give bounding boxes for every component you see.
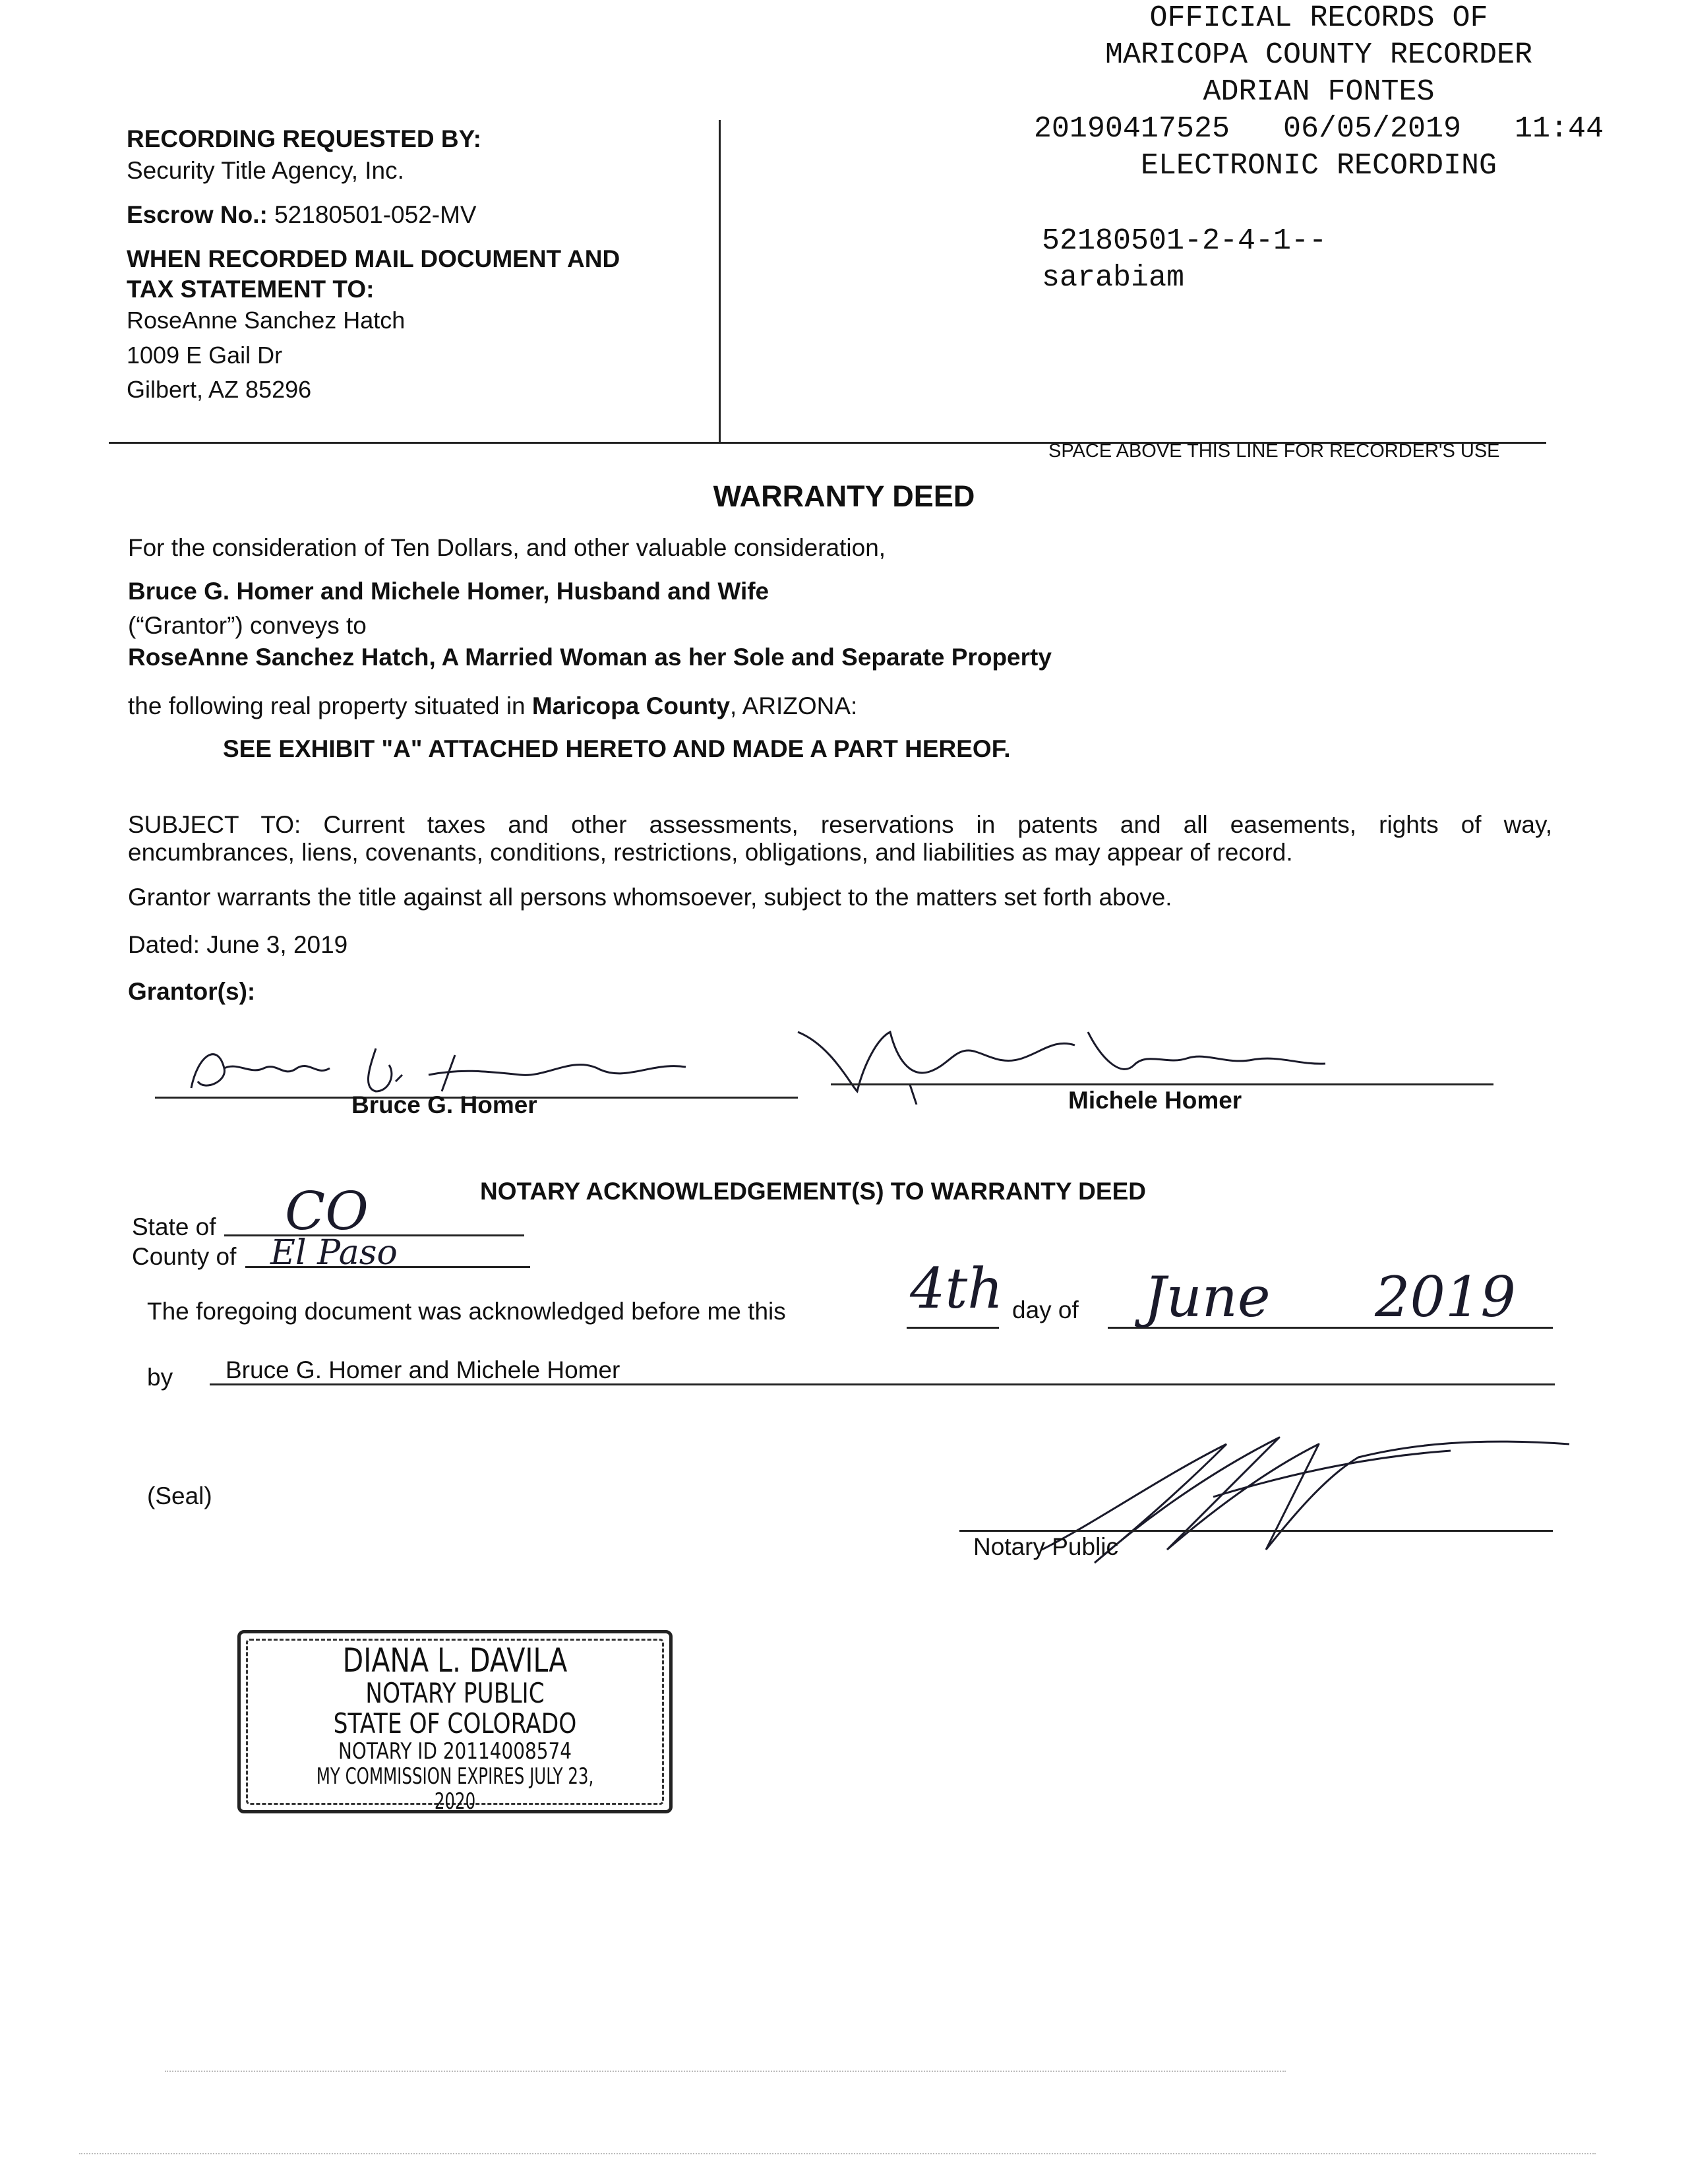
escrow-label: Escrow No.:: [127, 201, 268, 228]
recorder-record-line: [956, 111, 1681, 148]
mail-label-1: WHEN RECORDED MAIL DOCUMENT AND: [127, 245, 620, 272]
recorder-ref-code: 52180501-2-4-1--: [1042, 224, 1327, 258]
stamp-line-5: MY COMMISSION EXPIRES JULY 23, 2020: [316, 1763, 594, 1815]
property-prefix: the following real property situated in: [128, 692, 526, 719]
county-value: El Paso: [270, 1233, 398, 1273]
month-value: June: [1144, 1265, 1271, 1329]
year-value: 2019: [1375, 1265, 1516, 1329]
mail-address-2: Gilbert, AZ 85296: [127, 376, 312, 403]
space-note: SPACE ABOVE THIS LINE FOR RECORDER'S USE: [1048, 440, 1500, 462]
county-label: County of: [132, 1243, 237, 1270]
subject-line-2: encumbrances, liens, covenants, conditions, restrictions, obligations, and liabilities as may appear of record.: [128, 839, 1293, 866]
escrow-line: [127, 201, 477, 229]
signer2-name: Michele Homer: [1068, 1087, 1242, 1114]
recorder-line-3: ADRIAN FONTES: [1203, 75, 1435, 109]
recorder-line-1: OFFICIAL RECORDS OF: [1149, 1, 1488, 35]
foregoing-text: The foregoing document was acknowledged before me this: [147, 1298, 786, 1325]
signature-bruce-homer: [178, 1029, 706, 1101]
exhibit-text: SEE EXHIBIT "A" ATTACHED HERETO AND MADE A PART HEREOF.: [223, 735, 1011, 762]
grantee-text: RoseAnne Sanchez Hatch, A Married Woman as her Sole and Separate Property: [128, 644, 1052, 671]
deed-title: WARRANTY DEED: [713, 479, 975, 513]
dated-text: Dated: June 3, 2019: [128, 931, 348, 958]
header-vertical-divider: [719, 120, 721, 442]
by-value: Bruce G. Homer and Michele Homer: [226, 1356, 620, 1383]
mail-address-1: 1009 E Gail Dr: [127, 342, 283, 369]
day-line: [907, 1327, 999, 1329]
property-county: Maricopa County: [531, 692, 731, 719]
recorder-ids: [1042, 223, 1327, 297]
state-value: CO: [285, 1180, 369, 1242]
recorder-line-2: MARICOPA COUNTY RECORDER: [1104, 38, 1533, 72]
recorder-user: sarabiam: [1042, 261, 1185, 295]
escrow-value: 52180501-052-MV: [274, 201, 477, 228]
signer1-name: Bruce G. Homer: [351, 1091, 537, 1118]
notary-public-label: Notary Public: [973, 1533, 1119, 1560]
stamp-line-3: STATE OF COLORADO: [333, 1707, 577, 1740]
scan-artifact-line-2: [79, 2153, 1596, 2156]
subject-line-1: SUBJECT TO: Current taxes and other assessments, reservations in patents and all easements, rights of way,: [128, 811, 1552, 838]
consideration-text: For the consideration of Ten Dollars, and other valuable consideration,: [128, 534, 886, 561]
property-text: [128, 692, 857, 720]
stamp-name: DIANA L. DAVILA: [342, 1641, 568, 1680]
grantors-label: Grantor(s):: [128, 978, 256, 1005]
seal-label: (Seal): [147, 1482, 212, 1509]
property-state: , ARIZONA:: [730, 692, 858, 719]
stamp-line-2: NOTARY PUBLIC: [365, 1677, 545, 1709]
requested-by-value: Security Title Agency, Inc.: [127, 157, 404, 184]
signature-line-michele: [831, 1083, 1493, 1085]
signature-michele-homer: [791, 1019, 1332, 1105]
by-label: by: [147, 1364, 173, 1391]
record-number: 20190417525: [1033, 112, 1230, 146]
grantors-text: Bruce G. Homer and Michele Homer, Husband and Wife: [128, 578, 769, 605]
requested-by-label: RECORDING REQUESTED BY:: [127, 125, 481, 152]
notary-signature-line: [959, 1530, 1553, 1532]
recorder-line-5: ELECTRONIC RECORDING: [1140, 149, 1497, 183]
notary-title: NOTARY ACKNOWLEDGEMENT(S) TO WARRANTY DEED: [480, 1178, 1146, 1205]
record-date: 06/05/2019: [1282, 112, 1462, 146]
mail-label-2: TAX STATEMENT TO:: [127, 276, 375, 303]
conveys-text: (“Grantor”) conveys to: [128, 612, 367, 639]
mail-name: RoseAnne Sanchez Hatch: [127, 307, 406, 334]
notary-stamp: [237, 1630, 673, 1813]
scan-artifact-line-1: [165, 2071, 1286, 2073]
record-time: 11:44: [1515, 112, 1604, 146]
day-value: 4th: [910, 1256, 1004, 1321]
state-label: State of: [132, 1213, 216, 1240]
warranty-text: Grantor warrants the title against all persons whomsoever, subject to the matters set forth above.: [128, 884, 1172, 911]
day-of-text: day of: [1012, 1296, 1079, 1323]
stamp-line-4: NOTARY ID 20114008574: [338, 1738, 572, 1765]
recorder-block: [956, 0, 1681, 185]
